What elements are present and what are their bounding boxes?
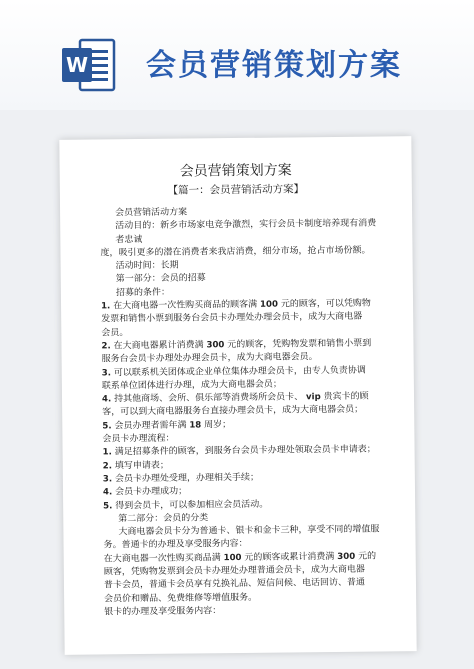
document-line: 客，可以到大商电器服务台直接办理会员卡，成为大商电器会员； — [102, 405, 364, 418]
document-line: 3. 可以联系机关团体或企业单位集体办理会员卡，由专人负责协调 — [101, 365, 366, 378]
document-line: 在大商电器一次性购买商品满 100 元的顾客或累计消费满 300 元的 — [103, 551, 377, 565]
document-line: 5. 得到会员卡，可以参加相应会员活动。 — [103, 499, 269, 511]
document-line: 顾客，凭购物发票到会员卡办理处办理普通会员卡，成为大商电器 — [103, 564, 365, 578]
document-line: 服务台会员卡办理处办理会员卡，成为大商电器会员。 — [101, 352, 318, 365]
document-line: 者忠诚 — [115, 234, 143, 245]
document-line: 2. 填写申请表； — [102, 460, 169, 472]
document-line: 大商电器会员卡分为普通卡、银卡和金卡三种，享受不同的增值服 — [118, 524, 380, 538]
document-line: 招募的条件： — [115, 287, 170, 299]
document-line: 银卡的办理及享受服务内容： — [104, 606, 222, 618]
document-line: 度，吸引更多的潜在消费者来我店消费，细分市场，抢占市场份额。 — [100, 245, 371, 259]
document-body — [100, 204, 396, 619]
document-line: 第一部分：会员的招募 — [115, 273, 206, 285]
document-line: 务。普通卡的办理及享受服务内容： — [103, 539, 248, 551]
document-subtitle: 【篇一：会员营销活动方案】 — [167, 183, 305, 197]
document-line: 1. 在大商电器一次性购买商品的顾客满 100 元的顾客，可以凭购物 — [101, 298, 371, 312]
document-line: 4. 会员卡办理成功； — [102, 486, 188, 498]
document-line: 活动目的：新乡市场家电竞争激烈，实行会员卡制度培养现有消费 — [115, 218, 377, 232]
document-line: 3. 会员卡办理处受理，办理相关手续； — [102, 472, 260, 485]
document-line: 活动时间：长期 — [115, 260, 179, 272]
document-page — [59, 136, 416, 655]
document-line: 1. 满足招募条件的顾客，到服务台会员卡办理处领取会员卡申请表； — [102, 444, 376, 458]
document-line: 联系单位团体进行办理，成为大商电器会员； — [101, 379, 282, 392]
document-title: 会员营销策划方案 — [179, 162, 292, 180]
document-line: 会员价和赠品、免费维修等增值服务。 — [104, 592, 258, 605]
document-line: 5. 会员办理者需年满 18 周岁； — [102, 419, 232, 432]
document-line: 会员卡办理流程： — [102, 433, 175, 445]
document-line: 普卡会员，普通卡会员享有兑换礼品、短信问候、电话回访、普通 — [103, 577, 366, 591]
document-banner — [0, 0, 474, 110]
document-line: 4. 持其他商场、会所、俱乐部等消费场所会员卡、 vip 贵宾卡的顾 — [101, 391, 369, 405]
document-line: 会员。 — [101, 327, 129, 339]
word-document-icon — [60, 36, 118, 94]
svg-text:W: W — [65, 53, 89, 77]
banner-title: 会员营销策划方案 — [146, 48, 402, 83]
document-line: 2. 在大商电器累计消费满 300 元的顾客，凭购物发票和销售小票到 — [101, 338, 372, 352]
document-line: 会员营销活动方案 — [115, 207, 188, 219]
document-line: 第二部分：会员的分类 — [118, 513, 209, 525]
document-line: 发票和销售小票到服务台会员卡办理处办理会员卡，成为大商电器 — [101, 312, 363, 325]
